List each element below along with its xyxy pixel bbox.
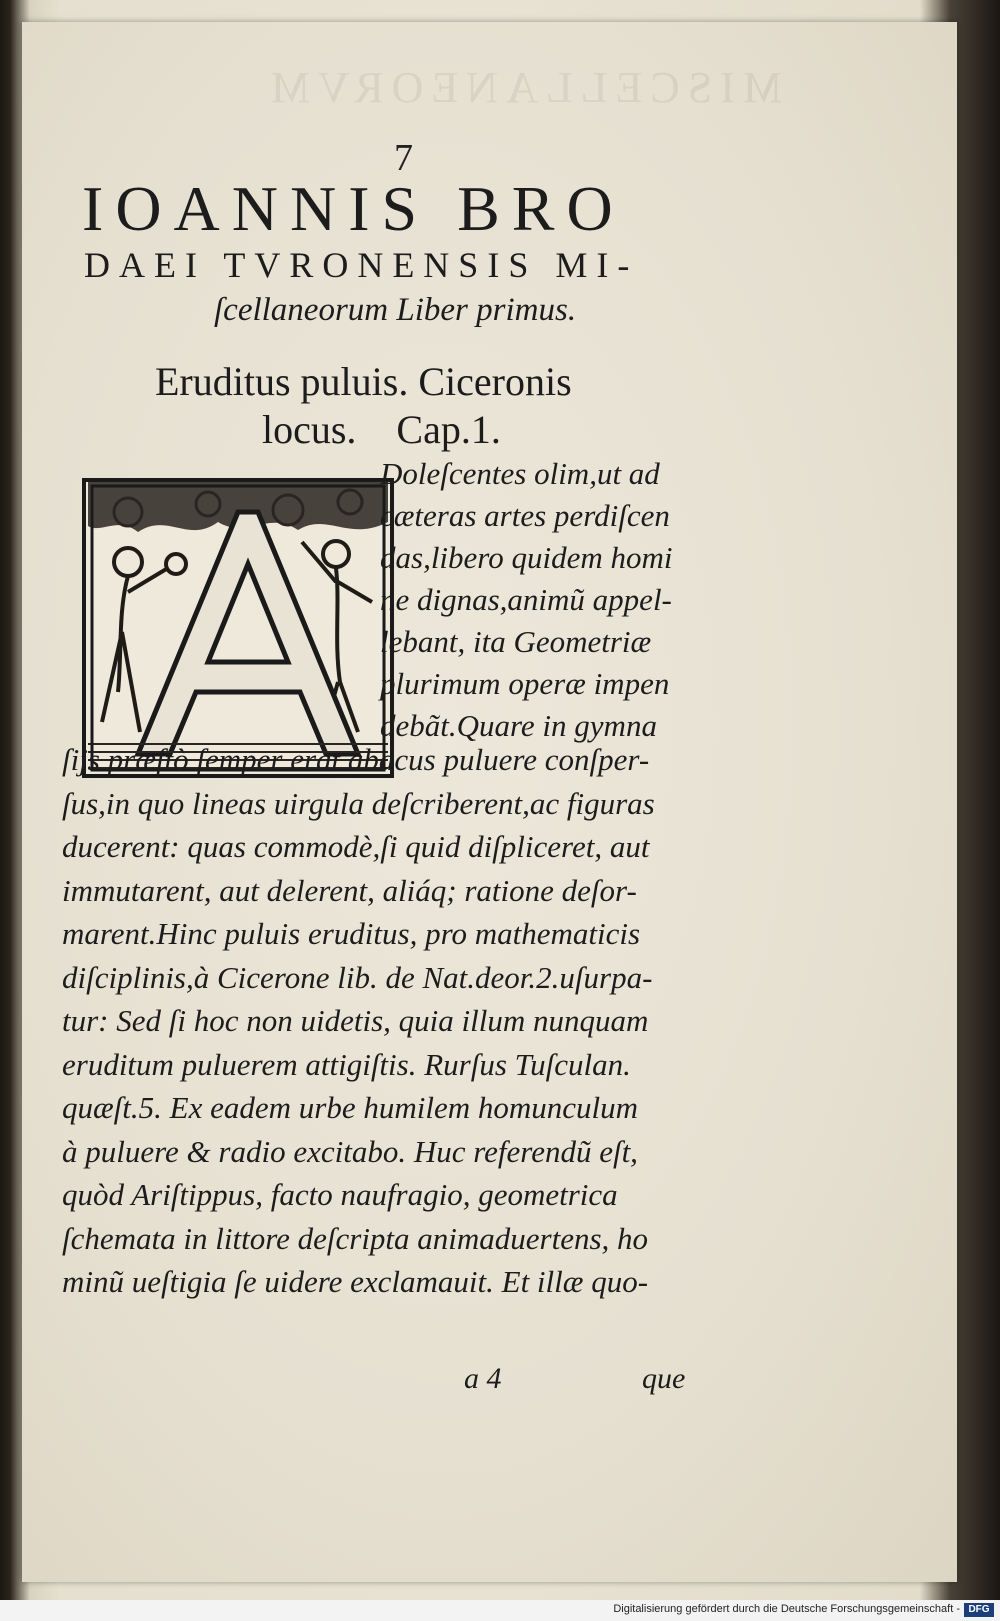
text-line: debãt.Quare in gymna <box>380 708 657 743</box>
text-line: ſijs præſtò ſemper erat abacus puluere conſper- <box>62 742 650 777</box>
text-line: Doleſcentes olim,ut ad <box>380 456 660 491</box>
text-line: ſchemata in littore deſcripta animaduertens, ho <box>62 1220 649 1256</box>
title-line-3: ſcellaneorum Liber primus. <box>214 292 577 328</box>
chapter-heading-line-2: locus. Cap.1. <box>262 407 501 452</box>
digitization-footer <box>0 1600 1000 1621</box>
text-line: lebant, ita Geometriæ <box>380 624 652 659</box>
footer-credit-text: Digitalisierung gefördert durch die Deutsche Forschungsgemeinschaft - <box>613 1603 960 1615</box>
text-line: marent.Hinc puluis eruditus, pro mathematicis <box>62 916 641 951</box>
text-line: quòd Ariſtippus, facto naufragio, geometrica <box>62 1177 618 1212</box>
title-line-2: DAEI TVRONENSIS MI- <box>84 245 639 285</box>
text-line: ducerent: quas commodè,ſi quid diſpliceret, aut <box>62 829 650 864</box>
text-line: ſus,in quo lineas uirgula deſcriberent,ac figuras <box>62 785 655 821</box>
text-line: immutarent, aut delerent, aliáq; ratione deſor- <box>62 872 637 908</box>
text-line: diſciplinis,à Cicerone lib. de Nat.deor.2.uſurpa- <box>62 959 653 995</box>
text-line: minũ ueſtigia ſe uidere exclamauit. Et illæ quo- <box>62 1264 649 1299</box>
dfg-logo-icon: DFG <box>964 1603 994 1617</box>
text-line: ne dignas,animũ appel- <box>380 582 672 617</box>
show-through-text: MISCELLANEORVM <box>262 63 782 112</box>
woodcut-illustration <box>86 482 390 774</box>
signature-mark: a 4 <box>464 1362 502 1395</box>
text-line: quæſt.5. Ex eadem urbe humilem homunculum <box>62 1090 638 1125</box>
catchword: que <box>642 1362 686 1395</box>
text-line: das,libero quidem homi <box>380 540 673 575</box>
page-number: 7 <box>394 137 413 179</box>
text-line: plurimum operæ impen <box>380 666 670 701</box>
text-line: eruditum puluerem attigiſtis. Rurſus Tuſculan. <box>62 1046 631 1082</box>
text-line: cæteras artes perdiſcen <box>380 498 670 533</box>
decorated-initial-woodcut <box>82 478 394 778</box>
text-line: tur: Sed ſi hoc non uidetis, quia illum nunquam <box>62 1003 649 1038</box>
title-line-1: IOANNIS BRO <box>82 173 625 244</box>
book-page <box>22 22 957 1582</box>
text-line: à puluere & radio excitabo. Huc referendũ eſt, <box>62 1133 638 1169</box>
chapter-heading-line-1: Eruditus puluis. Ciceronis <box>155 359 572 404</box>
